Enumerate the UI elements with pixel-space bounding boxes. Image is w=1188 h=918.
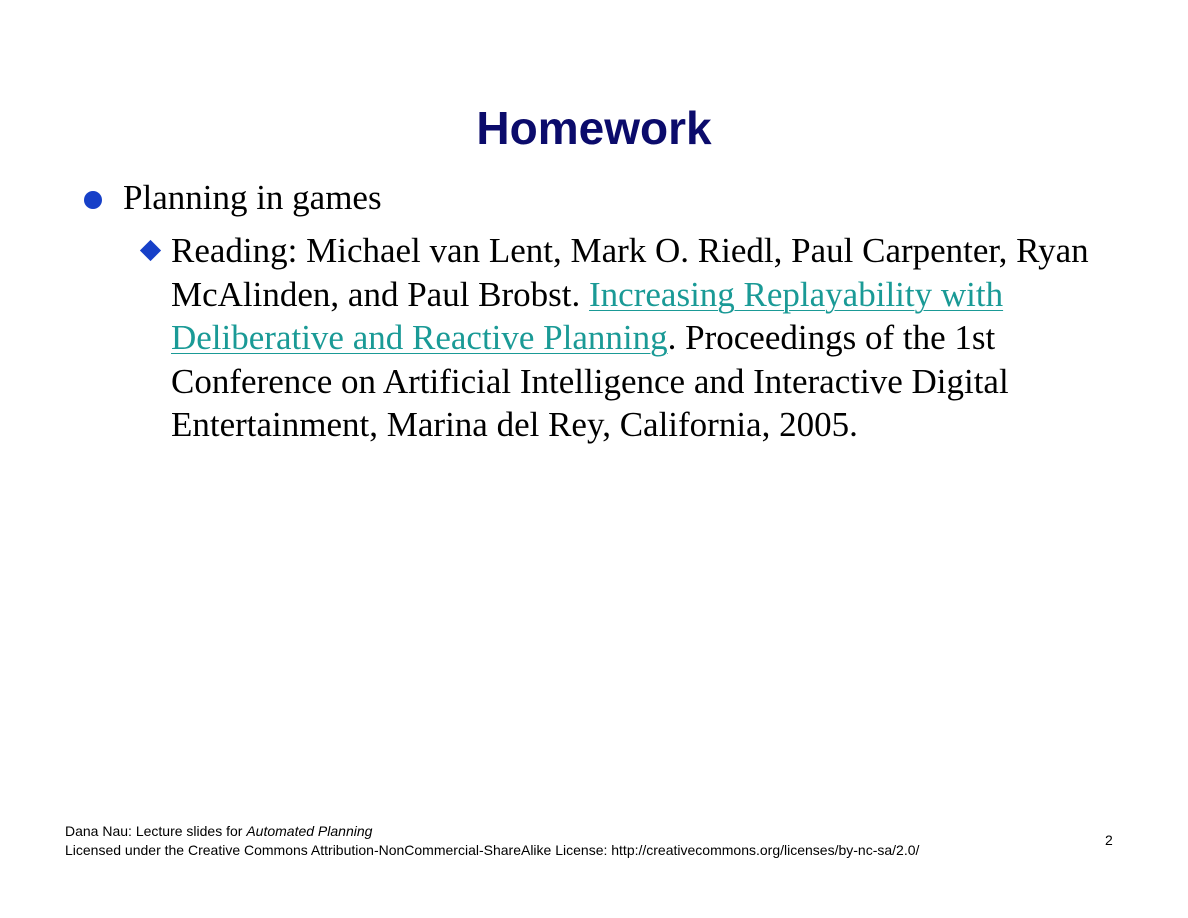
footer-line1 [65, 822, 919, 841]
bullet-dot-icon [84, 191, 102, 209]
reading-citation [171, 229, 1100, 447]
paper-link[interactable]: Increasing Replayability with Deliberative and Reactive Planning [171, 274, 1004, 357]
bullet-text: Planning in games [123, 178, 382, 217]
diamond-bullet-icon [140, 240, 162, 262]
citation-authors: Reading: Michael van Lent, Mark O. Riedl, Paul Carpenter, Ryan McAlinden, and Paul Brobst. [171, 231, 1089, 314]
slide-title: Homework [476, 102, 712, 154]
citation-venue: . Proceedings of the 1st Conference on Artificial Intelligence and Interactive Digital Entertainment, Marina del Rey, California, 2005. [171, 318, 1009, 444]
footer-author: Dana Nau: Lecture slides for [65, 823, 247, 839]
footer [65, 822, 919, 860]
sub-bullet-item [140, 229, 1100, 447]
footer-license: Licensed under the Creative Commons Attribution-NonCommercial-ShareAlike License: http://creativecommons.org/licenses/by-nc-sa/2.0/ [65, 842, 920, 858]
page-number: 2 [1105, 832, 1113, 848]
bullet-item [84, 176, 1134, 220]
footer-course-title: Automated Planning [246, 823, 373, 839]
